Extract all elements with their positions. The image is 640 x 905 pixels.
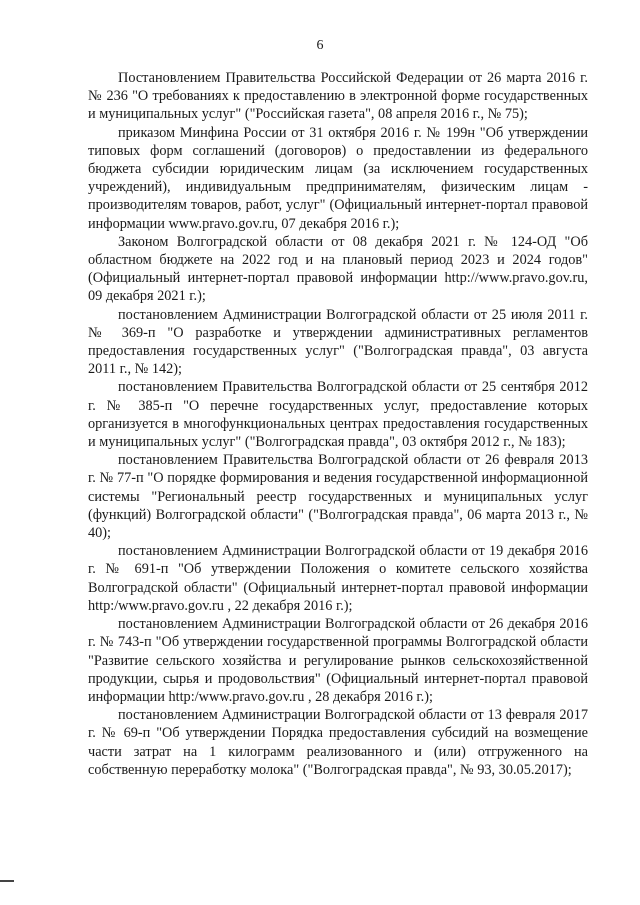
paragraph-2: приказом Минфина России от 31 октября 2016 г. № 199н "Об утверждении типовых форм соглашений (договоров) о предоставлении из федерального бюджета субсидии юридическим лицам (за исключением государственных учреждений), индивидуальным предпринимателям, физическим лицам - производителям товаров, работ, услуг" (Официальный интернет-портал правовой информации www.pravo.gov.ru, 07 декабря 2016 г.); [88, 124, 588, 232]
scan-edge-mark [0, 880, 14, 882]
paragraph-7: постановлением Администрации Волгоградской области от 19 декабря 2016 г. № 691-п "Об утверждении Положения о комитете сельского хозяйства Волгоградской области" (Официальный интернет-портал правовой информации http:/www.pravo.gov.ru , 22 декабря 2016 г.); [88, 543, 588, 614]
paragraph-6: постановлением Правительства Волгоградской области от 26 февраля 2013 г. № 77-п "О порядке формирования и ведения государственной информационной системы "Региональный реестр государственных и муниципальных услуг (функций) Волгоградской области" ("Волгоградская правда", 06 марта 2013 г., № 40); [88, 452, 588, 542]
paragraph-1: Постановлением Правительства Российской Федерации от 26 марта 2016 г. № 236 "О требованиях к предоставлению в электронной форме государственных и муниципальных услуг" ("Российская газета", 08 апреля 2016 г., № 75); [88, 70, 588, 123]
paragraph-5: постановлением Правительства Волгоградской области от 25 сентября 2012 г. № 385-п "О перечне государственных услуг, предоставление которых организуется в многофункциональных центрах предоставления государственных и муниципальных услуг" ("Волгоградская правда", 03 октября 2012 г., № 183); [88, 379, 588, 451]
paragraph-9: постановлением Администрации Волгоградской области от 13 февраля 2017 г. № 69-п "Об утверждении Порядка предоставления субсидий на возмещение части затрат на 1 килограмм реализованного и (или) отгруженного на собственную переработку молока" ("Волгоградская правда", № 93, 30.05.2017); [88, 707, 588, 778]
paragraph-3: Законом Волгоградской области от 08 декабря 2021 г. № 124-ОД "Об областном бюджете на 2022 год и на плановый период 2023 и 2024 годов" (Официальный интернет-портал правовой информации http://www.pravo.gov.ru, 09 декабря 2021 г.); [88, 233, 588, 305]
paragraph-8: постановлением Администрации Волгоградской области от 26 декабря 2016 г. № 743-п "Об утверждении государственной программы Волгоградской области "Развитие сельского хозяйства и регулирование рынков сельскохозяйственной продукции, сырья и продовольствия" (Официальный интернет-портал правовой информации http:/www.pravo.gov.ru , 28 декабря 2016 г.); [88, 616, 588, 705]
page-number: 6 [316, 38, 324, 53]
document-body [88, 69, 588, 779]
paragraph-4: постановлением Администрации Волгоградской области от 25 июля 2011 г. № 369-п "О разработке и утверждении административных регламентов предоставления государственных услуг" ("Волгоградская правда", 03 августа 2011 г., № 142); [88, 306, 588, 378]
